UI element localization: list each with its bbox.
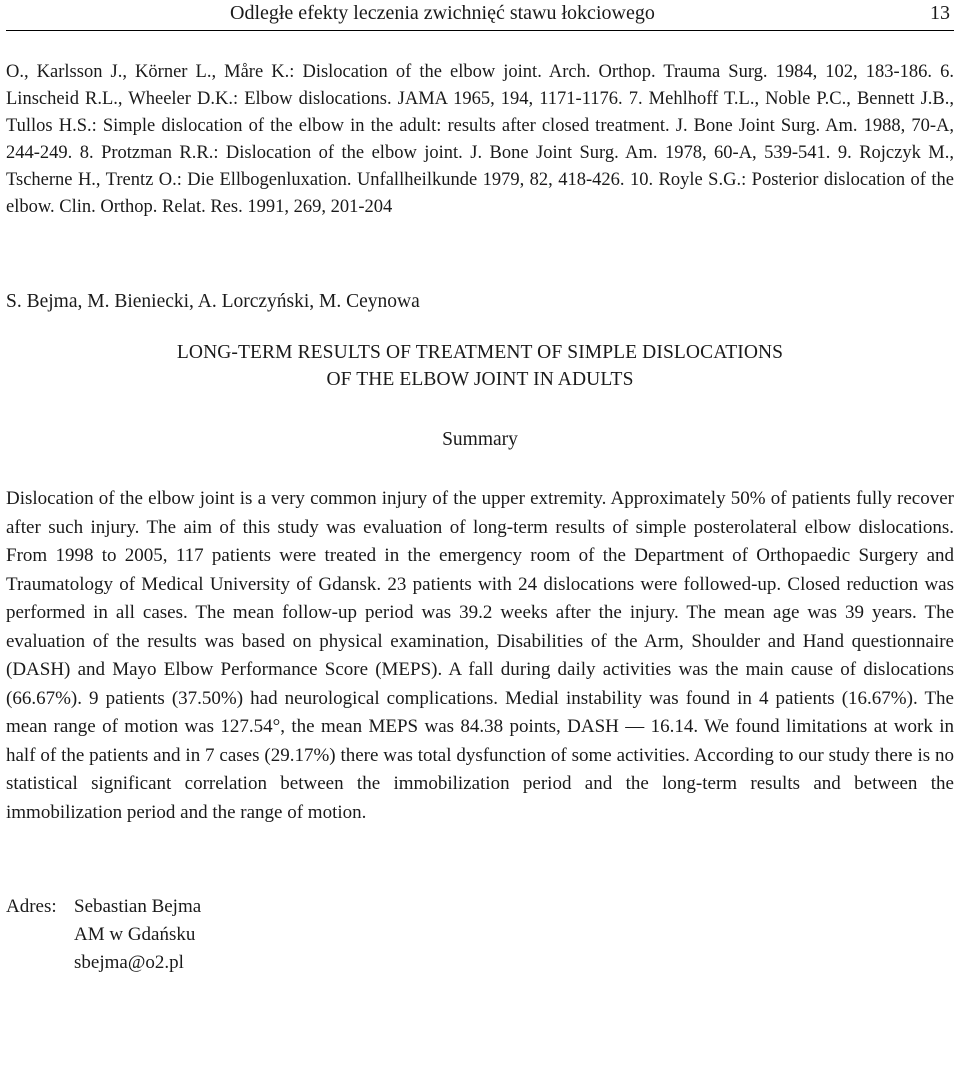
address-email: sbejma@o2.pl <box>74 952 184 973</box>
address-name: Sebastian Bejma <box>74 896 202 917</box>
correspondence-address <box>6 893 954 977</box>
document-page <box>6 0 954 977</box>
address-institution: AM w Gdańsku <box>74 924 196 945</box>
summary-heading: Summary <box>442 429 518 450</box>
page-number: 13 <box>930 2 950 24</box>
references-continuation: O., Karlsson J., Körner L., Måre K.: Dislocation of the elbow joint. Arch. Orthop. Trauma Surg. 1984, 102, 183-186. 6. Linscheid R.L., Wheeler D.K.: Elbow dislocations. JAMA 1965, 194, 1171-1176. 7. Mehlhoff T.L., Noble P.C., Bennett J.B., Tullos H.S.: Simple dislocation of the elbow in the adult: results after closed treatment. J. Bone Joint Surg. Am. 1988, 70-A, 244-249. 8. Protzman R.R.: Dislocation of the elbow joint. J. Bone Joint Surg. Am. 1978, 60-A, 539-541. 9. Rojczyk M., Tscherne H., Trentz O.: Die Ellbogenluxation. Unfallheilkunde 1979, 82, 418-426. 10. Royle S.G.: Posterior dislocation of the elbow. Clin. Orthop. Relat. Res. 1991, 269, 201-204 <box>6 62 954 217</box>
article-title-line-2: OF THE ELBOW JOINT IN ADULTS <box>326 369 634 390</box>
address-label: Adres: <box>6 896 57 917</box>
running-header <box>6 0 954 31</box>
article-title <box>6 339 954 393</box>
article-title-line-1: LONG-TERM RESULTS OF TREATMENT OF SIMPLE DISLOCATIONS <box>176 342 784 363</box>
running-title: Odległe efekty leczenia zwichnięć stawu łokciowego <box>230 2 655 24</box>
abstract-text: Dislocation of the elbow joint is a very common injury of the upper extremity. Approximately 50% of patients fully recover after such injury. The aim of this study was evaluation of long-term results of simple posterolateral elbow dislocations. From 1998 to 2005, 117 patients were treated in the emergency room of the Department of Orthopaedic Surgery and Traumatology of Medical University of Gdansk. 23 patients with 24 dislocations were followed-up. Closed reduction was performed in all cases. The mean follow-up period was 39.2 weeks after the injury. The mean age was 39 years. The evaluation of the results was based on physical examination, Disabilities of the Arm, Shoulder and Hand questionnaire (DASH) and Mayo Elbow Performance Score (MEPS). A fall during daily activities was the main cause of dislocations (66.67%). 9 patients (37.50%) had neurological complications. Medial instability was found in 4 patients (16.67%). The mean range of motion was 127.54°, the mean MEPS was 84.38 points, DASH — 16.14. We found limitations at work in half of the patients and in 7 cases (29.17%) there was total dysfunction of some activities. According to our study there is no statistical significant correlation between the immobilization period and the long-term results and between the immobilization period and the range of motion. <box>6 488 954 823</box>
author-list: S. Bejma, M. Bieniecki, A. Lorczyński, M. Ceynowa <box>6 291 420 312</box>
